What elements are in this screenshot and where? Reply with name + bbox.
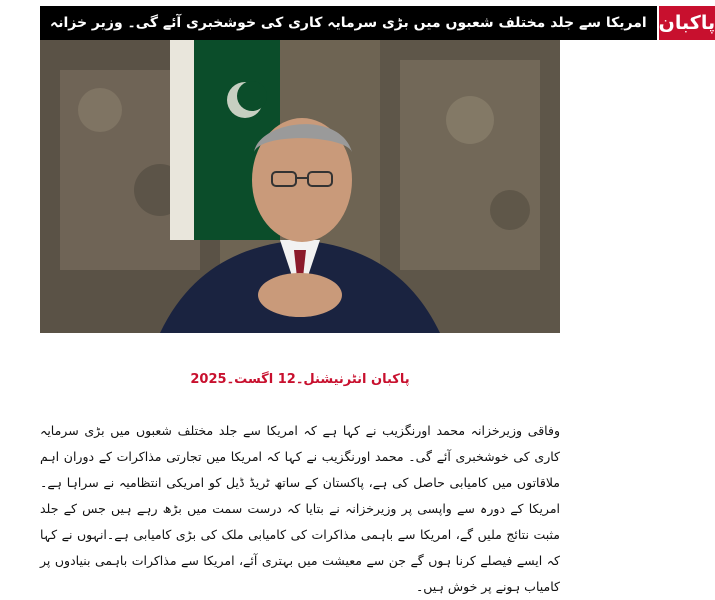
portrait-image	[40, 40, 560, 333]
headline: امریکا سے جلد مختلف شعبوں میں بڑی سرمایہ کاری کی خوشخبری آئے گی۔ وزیر خزانہ	[40, 6, 657, 40]
headline-bar	[40, 6, 715, 40]
article-photo	[40, 40, 560, 333]
dateline: پاکبان انٹرنیشنل۔12 اگست۔2025	[190, 372, 410, 387]
article-body: وفاقی وزیرخزانہ محمد اورنگزیب نے کہا ہے کہ امریکا سے جلد مختلف شعبوں میں بڑی سرمایہ کاری کی خوشخبری آئے گی۔ محمد اورنگزیب نے کہا کہ امریکا میں تجارتی مذاکرات کے دوران اہم ملاقاتوں میں کامیابی حاصل کی ہے، پاکستان کے ساتھ ٹریڈ ڈیل کو امریکی انتظامیہ نے سراہا ہے۔امریکا کے دورہ سے واپسی پر وزیرخزانہ نے بتایا کہ درست سمت میں بڑھ رہے ہیں جس کے جلد مثبت نتائج ملیں گے، امریکا سے باہمی مذاکرات کی کامیابی ملک کی بڑی کامیابی ہے۔انہوں نے کہا کہ ایسے فیصلے کرنا ہوں گے جن سے معیشت میں بہتری آئے، امریکا سے مذاکرات باہمی بنیادوں پر کامیاب ہونے پر خوش ہیں۔	[40, 423, 560, 594]
brand-logo: پاکبان	[657, 6, 715, 40]
